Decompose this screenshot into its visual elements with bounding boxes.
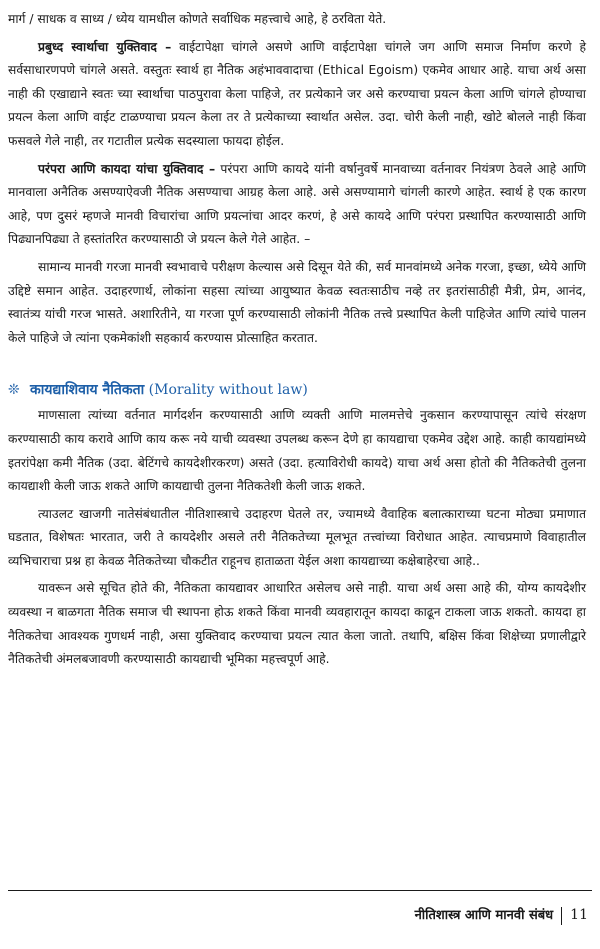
- section-title-marathi: कायद्याशिवाय नैतिकता: [30, 382, 145, 399]
- page-footer: [415, 905, 588, 925]
- paragraph-common-human-needs: सामान्य मानवी गरजा मानवी स्वभावाचे परीक्षण केल्यास असे दिसून येते की, सर्व मानवांमध्ये अनेक गरजा, इच्छा, ध्येये आणि उद्दिष्टे समान आहेत. उदाहरणार्थ, लोकांना सहसा त्यांच्या आयुष्यात केवळ स्वतःसाठीच नव्हे तर इतरांसाठीही मैत्री, प्रेम, आनंद, स्वातंत्र्य यांची गरज भासते. अशारितीने, या गरजा पूर्ण करण्यासाठी लोकांनी नैतिक तत्त्वे प्रस्थापित केली पाहिजेत आणि त्यांचे पालन केले पाहिजे जे त्यांना एकमेकांशी सहकार्य करण्यास प्रोत्साहित करतात.: [8, 259, 586, 345]
- page-number: 11: [570, 907, 588, 923]
- paragraph-morality-not-based-on-law: यावरून असे सूचित होते की, नैतिकता कायद्यावर आधारित असेलच असे नाही. याचा अर्थ असा आहे की, योग्य कायदेशीर व्यवस्था न बाळगता नैतिक समाज ची स्थापना होऊ शकते किंवा मानवी व्यवहारातून कायदा काढून टाकला जाऊ शकतो. कायदा हा नैतिकतेचा आवश्यक गुणधर्म नाही, असा युक्तिवाद करण्याचा प्रयत्न त्यात केला जातो. तथापि, बक्षिस किंवा शिक्षेच्या प्रणालीद्वारे नैतिकतेची अंमलबजावणी करण्यासाठी कायद्याची भूमिका महत्त्वपूर्ण आहे.: [8, 581, 586, 667]
- paragraph-private-relationships: त्याउलट खाजगी नातेसंबंधातील नीतिशास्त्राचे उदाहरण घेतले तर, ज्यामध्ये वैवाहिक बलात्काराच्या घटना मोठ्या प्रमाणात घडतात, विशेषतः भारतात, जरी ते कायदेशीर असले तरी नैतिकतेच्या मूलभूत तत्त्वांच्या विरोधात आहेत. त्याचप्रमाणे विवाहातील व्यभिचाराचा प्रश्न हा केवळ नैतिकतेच्या चौकटीत राहूनच हाताळता येईल अशा कायद्याच्या कक्षेबाहेरचा आहे..: [8, 506, 586, 568]
- paragraph-enlightened-self-interest: [8, 36, 586, 154]
- paragraph-tradition-and-law: [8, 158, 586, 252]
- footer-book-title: नीतिशास्त्र आणि मानवी संबंध: [414, 908, 554, 923]
- section-heading-morality-without-law: [8, 378, 586, 402]
- paragraph-purpose-of-law: माणसाला त्यांच्या वर्तनात मार्गदर्शन करण्यासाठी आणि व्यक्ती आणि मालमत्तेचे नुकसान करण्यापासून त्यांचे संरक्षण करण्यासाठी काय करावे आणि काय करू नये याची व्यवस्था उपलब्ध करून देणे हा कायद्याचा एकमेव उद्देश आहे. काही कायद्यांमध्ये इतरांपेक्षा कमी नैतिक (उदा. बेटिंगचे कायदेशीरकरण) असते (उदा. हत्याविरोधी कायदे) याचा अर्थ असा होतो की नैतिकतेची तुलना कायद्याशी केली जाऊ शकते आणि कायद्याची तुलना नैतिकतेशी केली जाऊ शकते.: [8, 408, 586, 494]
- paragraph-continuation: मार्ग / साधक व साध्य / ध्येय यामधील कोणते सर्वाधिक महत्त्वाचे आहे, हे ठरविता येते.: [8, 12, 387, 26]
- argument-heading-tradition-and-law: परंपरा आणि कायदा यांचा युक्तिवाद –: [38, 161, 216, 176]
- argument-heading-enlightened-self-interest: प्रबुध्द स्वार्थाचा युक्तिवाद –: [38, 39, 172, 54]
- asterisk-bullet-icon: ❊: [8, 382, 20, 399]
- paragraph-text: परंपरा आणि कायदे यांनी वर्षानुवर्षे मानवाच्या वर्तनावर नियंत्रण ठेवले आहे आणि मानवाला अनैतिक असण्याऐवजी नैतिक असण्याचा आग्रह केला आहे. असे असण्यामागे चांगली कारणे आहेत. स्वार्थ हे एक कारण आहे, पण दुसरं म्हणजे मानवी विचारांचा आणि प्रयत्नांचा आदर करणं, हे असे कायदे आणि परंपरा प्रस्थापित करण्यासाठी आणि पिढ्यानपिढ्या ते हस्तांतरित करण्यासाठी जे प्रयत्न केले गेले आहेत. –: [8, 161, 587, 247]
- footer-divider: [8, 890, 592, 891]
- body-text: [8, 8, 586, 676]
- section-title-english: (Morality without law): [144, 382, 308, 399]
- paragraph-text: वाईटापेक्षा चांगले असणे आणि वाईटापेक्षा चांगले जग आणि समाज निर्माण करणे हे सर्वसाधारणपणे चांगले असते. वस्तुतः स्वार्थ हा नैतिक अहंभाववादाचा (Ethical Egoism) एकमेव आधार आहे. याचा अर्थ असा नाही की एखाद्याने स्वतः च्या स्वार्थाचा पाठपुरावा केला पाहिजे, तर प्रत्येकाने जर असे करण्याचा प्रयत्न केला आणि चांगले होण्याचा प्रयत्न केला आणि वाईट टाळण्याचा प्रयत्न केला तर ते प्रत्येकाच्या स्वार्थात असेल. उदा. चोरी केली नाही, खोटे बोलले नाही किंवा फसवले गेले नाही, तर गटातील प्रत्येक सदस्याला फायदा होईल.: [8, 39, 586, 148]
- footer-separator: [561, 907, 562, 925]
